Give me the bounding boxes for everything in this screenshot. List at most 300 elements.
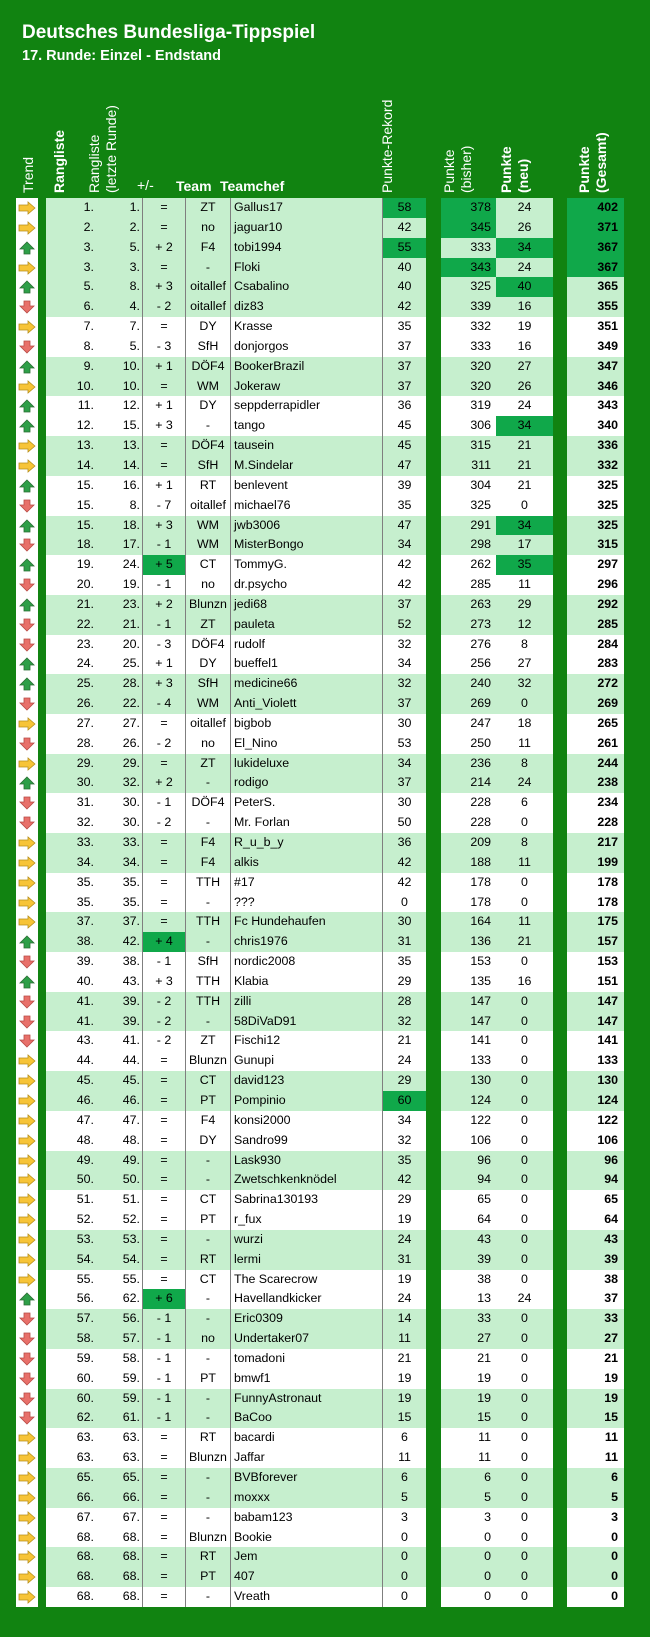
teamchef-cell: pauleta [230, 615, 382, 635]
rank-cell: 43. [46, 1031, 104, 1051]
arrow-right-icon [16, 1170, 38, 1190]
teamchef-cell: FunnyAstronaut [230, 1389, 382, 1409]
arrow-right-icon [16, 1468, 38, 1488]
points-new-cell: 17 [496, 535, 553, 555]
record-cell: 15 [382, 1408, 426, 1428]
prev-rank-cell: 59. [104, 1389, 142, 1409]
team-cell: - [186, 1508, 230, 1528]
points-total-cell: 347 [567, 357, 624, 377]
diff-cell: - 2 [142, 297, 186, 317]
arrow-up-icon [16, 773, 38, 793]
record-cell: 32 [382, 1131, 426, 1151]
points-total-cell: 157 [567, 932, 624, 952]
record-cell: 42 [382, 218, 426, 238]
team-cell: CT [186, 1071, 230, 1091]
points-total-cell: 228 [567, 813, 624, 833]
points-before-cell: 164 [441, 912, 496, 932]
record-cell: 52 [382, 615, 426, 635]
record-cell: 29 [382, 1071, 426, 1091]
points-total-cell: 94 [567, 1170, 624, 1190]
points-new-cell: 12 [496, 615, 553, 635]
points-before-cell: 247 [441, 714, 496, 734]
diff-cell: - 7 [142, 496, 186, 516]
points-new-cell: 0 [496, 1031, 553, 1051]
points-total-cell: 343 [567, 396, 624, 416]
prev-rank-cell: 10. [104, 357, 142, 377]
points-new-cell: 0 [496, 1309, 553, 1329]
points-before-cell: 96 [441, 1151, 496, 1171]
rank-cell: 23. [46, 635, 104, 655]
table-row [16, 535, 616, 555]
prev-rank-cell: 62. [104, 1289, 142, 1309]
team-cell: - [186, 1349, 230, 1369]
points-new-cell: 34 [496, 238, 553, 258]
header-rekord: Punkte-Rekord [379, 99, 395, 193]
diff-cell: - 2 [142, 992, 186, 1012]
table-row [16, 436, 616, 456]
team-cell: - [186, 1151, 230, 1171]
rank-cell: 38. [46, 932, 104, 952]
teamchef-cell: Mr. Forlan [230, 813, 382, 833]
table-row [16, 714, 616, 734]
points-new-cell: 21 [496, 476, 553, 496]
diff-cell: + 1 [142, 654, 186, 674]
points-total-cell: 261 [567, 734, 624, 754]
teamchef-cell: jedi68 [230, 595, 382, 615]
points-before-cell: 178 [441, 893, 496, 913]
points-total-cell: 151 [567, 972, 624, 992]
points-new-cell: 24 [496, 1289, 553, 1309]
table-row [16, 1468, 616, 1488]
table-row [16, 575, 616, 595]
teamchef-cell: 58DiVaD91 [230, 1012, 382, 1032]
diff-cell: + 3 [142, 674, 186, 694]
table-row [16, 1250, 616, 1270]
record-cell: 21 [382, 1031, 426, 1051]
points-before-cell: 332 [441, 317, 496, 337]
rank-cell: 53. [46, 1230, 104, 1250]
diff-cell: = [142, 1151, 186, 1171]
teamchef-cell: r_fux [230, 1210, 382, 1230]
table-row [16, 952, 616, 972]
points-total-cell: 124 [567, 1091, 624, 1111]
rank-cell: 59. [46, 1349, 104, 1369]
points-before-cell: 64 [441, 1210, 496, 1230]
team-cell: no [186, 218, 230, 238]
rank-cell: 55. [46, 1270, 104, 1290]
team-cell: DY [186, 317, 230, 337]
teamchef-cell: Undertaker07 [230, 1329, 382, 1349]
points-new-cell: 0 [496, 1210, 553, 1230]
arrow-up-icon [16, 396, 38, 416]
teamchef-cell: bueffel1 [230, 654, 382, 674]
table-row [16, 1488, 616, 1508]
points-new-cell: 0 [496, 1131, 553, 1151]
teamchef-cell: david123 [230, 1071, 382, 1091]
points-before-cell: 250 [441, 734, 496, 754]
prev-rank-cell: 45. [104, 1071, 142, 1091]
team-cell: - [186, 1170, 230, 1190]
points-new-cell: 0 [496, 1488, 553, 1508]
points-total-cell: 39 [567, 1250, 624, 1270]
teamchef-cell: Krasse [230, 317, 382, 337]
points-total-cell: 285 [567, 615, 624, 635]
header-bisher-line1: Punkte [441, 149, 457, 193]
rank-cell: 13. [46, 436, 104, 456]
record-cell: 21 [382, 1349, 426, 1369]
points-total-cell: 238 [567, 773, 624, 793]
teamchef-cell: M.Sindelar [230, 456, 382, 476]
diff-cell: = [142, 912, 186, 932]
points-new-cell: 21 [496, 932, 553, 952]
diff-cell: = [142, 1091, 186, 1111]
record-cell: 42 [382, 1170, 426, 1190]
points-total-cell: 37 [567, 1289, 624, 1309]
teamchef-cell: zilli [230, 992, 382, 1012]
table-row [16, 773, 616, 793]
points-new-cell: 0 [496, 1170, 553, 1190]
diff-cell: - 2 [142, 734, 186, 754]
prev-rank-cell: 67. [104, 1508, 142, 1528]
points-new-cell: 0 [496, 1250, 553, 1270]
table-row [16, 932, 616, 952]
prev-rank-cell: 4. [104, 297, 142, 317]
teamchef-cell: bmwf1 [230, 1369, 382, 1389]
teamchef-cell: lermi [230, 1250, 382, 1270]
points-before-cell: 5 [441, 1488, 496, 1508]
points-total-cell: 106 [567, 1131, 624, 1151]
rank-cell: 8. [46, 337, 104, 357]
teamchef-cell: Pompinio [230, 1091, 382, 1111]
rank-cell: 62. [46, 1408, 104, 1428]
points-total-cell: 43 [567, 1230, 624, 1250]
rank-cell: 34. [46, 853, 104, 873]
prev-rank-cell: 48. [104, 1131, 142, 1151]
arrow-right-icon [16, 1230, 38, 1250]
diff-cell: = [142, 1567, 186, 1587]
diff-cell: = [142, 456, 186, 476]
arrow-right-icon [16, 1131, 38, 1151]
table-row [16, 1071, 616, 1091]
table-row [16, 912, 616, 932]
points-total-cell: 297 [567, 555, 624, 575]
rank-cell: 14. [46, 456, 104, 476]
points-total-cell: 38 [567, 1270, 624, 1290]
points-before-cell: 130 [441, 1071, 496, 1091]
table-row [16, 516, 616, 536]
diff-cell: + 1 [142, 396, 186, 416]
points-before-cell: 11 [441, 1428, 496, 1448]
points-new-cell: 6 [496, 793, 553, 813]
arrow-right-icon [16, 317, 38, 337]
points-new-cell: 21 [496, 436, 553, 456]
record-cell: 30 [382, 912, 426, 932]
diff-cell: = [142, 1190, 186, 1210]
teamchef-cell: Jem [230, 1547, 382, 1567]
page-subtitle: 17. Runde: Einzel - Endstand [22, 48, 221, 64]
rank-cell: 39. [46, 952, 104, 972]
team-cell: - [186, 258, 230, 278]
rank-cell: 50. [46, 1170, 104, 1190]
arrow-right-icon [16, 1111, 38, 1131]
diff-cell: = [142, 1270, 186, 1290]
diff-cell: - 1 [142, 1309, 186, 1329]
table-row [16, 1270, 616, 1290]
teamchef-cell: tobi1994 [230, 238, 382, 258]
points-before-cell: 325 [441, 277, 496, 297]
table-row [16, 754, 616, 774]
points-total-cell: 367 [567, 258, 624, 278]
points-before-cell: 228 [441, 813, 496, 833]
points-before-cell: 285 [441, 575, 496, 595]
record-cell: 0 [382, 1547, 426, 1567]
points-before-cell: 124 [441, 1091, 496, 1111]
team-cell: PT [186, 1210, 230, 1230]
team-cell: TTH [186, 972, 230, 992]
points-new-cell: 0 [496, 1111, 553, 1131]
prev-rank-cell: 57. [104, 1329, 142, 1349]
prev-rank-cell: 12. [104, 396, 142, 416]
teamchef-cell: medicine66 [230, 674, 382, 694]
diff-cell: + 1 [142, 476, 186, 496]
arrow-right-icon [16, 258, 38, 278]
points-before-cell: 240 [441, 674, 496, 694]
points-before-cell: 188 [441, 853, 496, 873]
arrow-up-icon [16, 277, 38, 297]
team-cell: - [186, 416, 230, 436]
points-before-cell: 320 [441, 377, 496, 397]
team-cell: DÖF4 [186, 436, 230, 456]
record-cell: 6 [382, 1428, 426, 1448]
table-row [16, 972, 616, 992]
diff-cell: - 2 [142, 1031, 186, 1051]
prev-rank-cell: 15. [104, 416, 142, 436]
points-before-cell: 339 [441, 297, 496, 317]
team-cell: DY [186, 654, 230, 674]
points-new-cell: 0 [496, 1151, 553, 1171]
record-cell: 37 [382, 357, 426, 377]
table-row [16, 1428, 616, 1448]
teamchef-cell: Gallus17 [230, 198, 382, 218]
points-new-cell: 16 [496, 297, 553, 317]
points-before-cell: 315 [441, 436, 496, 456]
prev-rank-cell: 42. [104, 932, 142, 952]
table-row [16, 258, 616, 278]
record-cell: 19 [382, 1389, 426, 1409]
points-total-cell: 284 [567, 635, 624, 655]
team-cell: RT [186, 1428, 230, 1448]
team-cell: - [186, 1587, 230, 1607]
teamchef-cell: alkis [230, 853, 382, 873]
arrow-right-icon [16, 1508, 38, 1528]
diff-cell: = [142, 218, 186, 238]
team-cell: RT [186, 1547, 230, 1567]
prev-rank-cell: 8. [104, 277, 142, 297]
teamchef-cell: Fc Hundehaufen [230, 912, 382, 932]
diff-cell: = [142, 1468, 186, 1488]
rank-cell: 67. [46, 1508, 104, 1528]
record-cell: 32 [382, 635, 426, 655]
record-cell: 32 [382, 674, 426, 694]
points-before-cell: 378 [441, 198, 496, 218]
diff-cell: = [142, 1170, 186, 1190]
teamchef-cell: Eric0309 [230, 1309, 382, 1329]
diff-cell: + 4 [142, 932, 186, 952]
points-total-cell: 147 [567, 1012, 624, 1032]
rank-cell: 15. [46, 516, 104, 536]
points-total-cell: 11 [567, 1428, 624, 1448]
points-before-cell: 236 [441, 754, 496, 774]
table-row [16, 456, 616, 476]
record-cell: 42 [382, 873, 426, 893]
points-before-cell: 209 [441, 833, 496, 853]
prev-rank-cell: 29. [104, 754, 142, 774]
team-cell: WM [186, 377, 230, 397]
header-gesamt-line1: Punkte [576, 146, 592, 193]
table-row [16, 734, 616, 754]
table-row [16, 1547, 616, 1567]
record-cell: 24 [382, 1230, 426, 1250]
table-row [16, 198, 616, 218]
points-new-cell: 0 [496, 1071, 553, 1091]
prev-rank-cell: 47. [104, 1111, 142, 1131]
points-before-cell: 311 [441, 456, 496, 476]
arrow-down-icon [16, 496, 38, 516]
arrow-right-icon [16, 1488, 38, 1508]
points-new-cell: 0 [496, 1369, 553, 1389]
prev-rank-cell: 27. [104, 714, 142, 734]
team-cell: Blunzn [186, 1448, 230, 1468]
arrow-right-icon [16, 1210, 38, 1230]
points-new-cell: 0 [496, 1547, 553, 1567]
arrow-right-icon [16, 1587, 38, 1607]
teamchef-cell: Jaffar [230, 1448, 382, 1468]
diff-cell: = [142, 833, 186, 853]
points-total-cell: 122 [567, 1111, 624, 1131]
teamchef-cell: ??? [230, 893, 382, 913]
table-row [16, 1309, 616, 1329]
table-row [16, 1289, 616, 1309]
points-before-cell: 27 [441, 1329, 496, 1349]
team-cell: - [186, 1488, 230, 1508]
points-new-cell: 0 [496, 1468, 553, 1488]
rank-cell: 46. [46, 1091, 104, 1111]
rank-cell: 22. [46, 615, 104, 635]
teamchef-cell: tausein [230, 436, 382, 456]
table-row [16, 1091, 616, 1111]
points-new-cell: 0 [496, 1091, 553, 1111]
page-title: Deutsches Bundesliga-Tippspiel [22, 22, 316, 43]
prev-rank-cell: 55. [104, 1270, 142, 1290]
diff-cell: - 2 [142, 813, 186, 833]
diff-cell: = [142, 873, 186, 893]
arrow-down-icon [16, 1408, 38, 1428]
teamchef-cell: BVBforever [230, 1468, 382, 1488]
team-cell: ZT [186, 1031, 230, 1051]
points-total-cell: 199 [567, 853, 624, 873]
teamchef-cell: Klabia [230, 972, 382, 992]
arrow-right-icon [16, 873, 38, 893]
points-new-cell: 26 [496, 377, 553, 397]
prev-rank-cell: 37. [104, 912, 142, 932]
points-new-cell: 0 [496, 1389, 553, 1409]
arrow-down-icon [16, 297, 38, 317]
points-total-cell: 141 [567, 1031, 624, 1051]
diff-cell: - 1 [142, 615, 186, 635]
rank-cell: 51. [46, 1190, 104, 1210]
points-before-cell: 33 [441, 1309, 496, 1329]
teamchef-cell: Bookie [230, 1528, 382, 1548]
table-row [16, 1528, 616, 1548]
diff-cell: = [142, 1547, 186, 1567]
arrow-down-icon [16, 1012, 38, 1032]
rank-cell: 68. [46, 1528, 104, 1548]
prev-rank-cell: 54. [104, 1250, 142, 1270]
record-cell: 45 [382, 436, 426, 456]
table-row [16, 238, 616, 258]
table-row [16, 1170, 616, 1190]
points-total-cell: 178 [567, 893, 624, 913]
points-new-cell: 0 [496, 1012, 553, 1032]
header-bisher-line2: (bisher) [458, 145, 474, 193]
record-cell: 30 [382, 714, 426, 734]
team-cell: PT [186, 1567, 230, 1587]
teamchef-cell: konsi2000 [230, 1111, 382, 1131]
arrow-up-icon [16, 555, 38, 575]
points-before-cell: 291 [441, 516, 496, 536]
record-cell: 35 [382, 496, 426, 516]
prev-rank-cell: 41. [104, 1031, 142, 1051]
rank-cell: 41. [46, 992, 104, 1012]
diff-cell: - 4 [142, 694, 186, 714]
points-new-cell: 24 [496, 396, 553, 416]
arrow-down-icon [16, 813, 38, 833]
team-cell: oitallef [186, 277, 230, 297]
points-total-cell: 19 [567, 1389, 624, 1409]
points-total-cell: 340 [567, 416, 624, 436]
table-row [16, 1369, 616, 1389]
prev-rank-cell: 68. [104, 1567, 142, 1587]
points-total-cell: 371 [567, 218, 624, 238]
points-total-cell: 349 [567, 337, 624, 357]
prev-rank-cell: 17. [104, 535, 142, 555]
points-total-cell: 292 [567, 595, 624, 615]
record-cell: 47 [382, 456, 426, 476]
table-row [16, 555, 616, 575]
record-cell: 0 [382, 1567, 426, 1587]
record-cell: 19 [382, 1270, 426, 1290]
prev-rank-cell: 53. [104, 1230, 142, 1250]
header-trend: Trend [20, 156, 36, 193]
arrow-up-icon [16, 238, 38, 258]
rank-cell: 25. [46, 674, 104, 694]
points-before-cell: 106 [441, 1131, 496, 1151]
record-cell: 40 [382, 258, 426, 278]
points-before-cell: 262 [441, 555, 496, 575]
prev-rank-cell: 63. [104, 1448, 142, 1468]
rank-cell: 54. [46, 1250, 104, 1270]
record-cell: 19 [382, 1369, 426, 1389]
teamchef-cell: wurzi [230, 1230, 382, 1250]
header-rangliste-letzte [86, 105, 120, 193]
diff-cell: = [142, 1587, 186, 1607]
teamchef-cell: rudolf [230, 635, 382, 655]
diff-cell: = [142, 1428, 186, 1448]
points-total-cell: 147 [567, 992, 624, 1012]
table-row [16, 1230, 616, 1250]
points-before-cell: 214 [441, 773, 496, 793]
rank-cell: 35. [46, 873, 104, 893]
